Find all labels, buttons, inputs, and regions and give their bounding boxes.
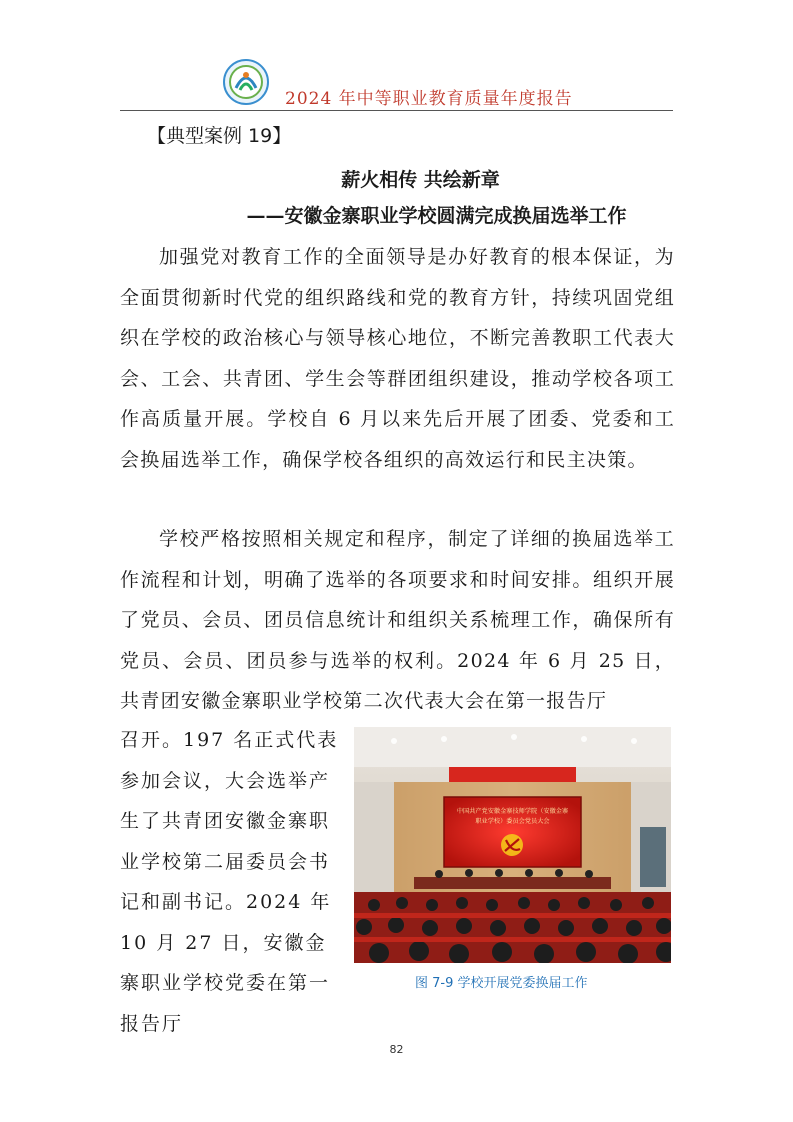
- paragraph-continued: 召开。197 名正式代表参加会议，大会选举产生了共青团安徽金寨职业学校第二届委员会书记和副书记。2024 年 10 月 27 日，安徽金寨职业学校党委在第一报告厅: [120, 729, 339, 1035]
- page-header: [0, 0, 793, 112]
- meeting-photo: [354, 727, 671, 963]
- paragraph: 加强党对教育工作的全面领导是办好教育的根本保证，为全面贯彻新时代党的组织路线和党的教育方针，持续巩固党组织在学校的政治核心与领导核心地位，不断完善教职工代表大会、工会、共青团、学生会等群团组织建设，推动学校各项工作高质量开展。学校自 6 月以来先后开展了团委、党委和工会换届选举工作，确保学校各组织的高效运行和民主决策。: [120, 246, 675, 471]
- party-emblem-icon: [501, 834, 523, 856]
- case-label: 【典型案例 19】: [147, 125, 292, 147]
- screen-text-line2: 职业学校）委员会党员大会: [475, 818, 550, 825]
- paragraph: 学校严格按照相关规定和程序，制定了详细的换届选举工作流程和计划，明确了选举的各项要求和时间安排。组织开展了党员、会员、团员信息统计和组织关系梳理工作，确保所有党员、会员、团员参与选举的权利。2024 年 6 月 25 日，共青团安徽金寨职业学校第二次代表大会在第一报告厅: [120, 528, 675, 712]
- report-title: 2024 年中等职业教育质量年度报告: [285, 89, 573, 109]
- school-emblem-icon: [222, 58, 270, 106]
- page-number: 82: [389, 1043, 404, 1056]
- article-subtitle: ——安徽金寨职业学校圆满完成换届选举工作: [246, 205, 627, 227]
- header-divider: [120, 110, 673, 111]
- meeting-hall-illustration: [354, 727, 671, 963]
- screen-text-line1: 中国共产党安徽金寨技师学院（安徽金寨: [456, 808, 569, 815]
- article-title: 薪火相传 共绘新章: [341, 169, 500, 191]
- figure-caption: 图 7-9 学校开展党委换届工作: [415, 976, 588, 991]
